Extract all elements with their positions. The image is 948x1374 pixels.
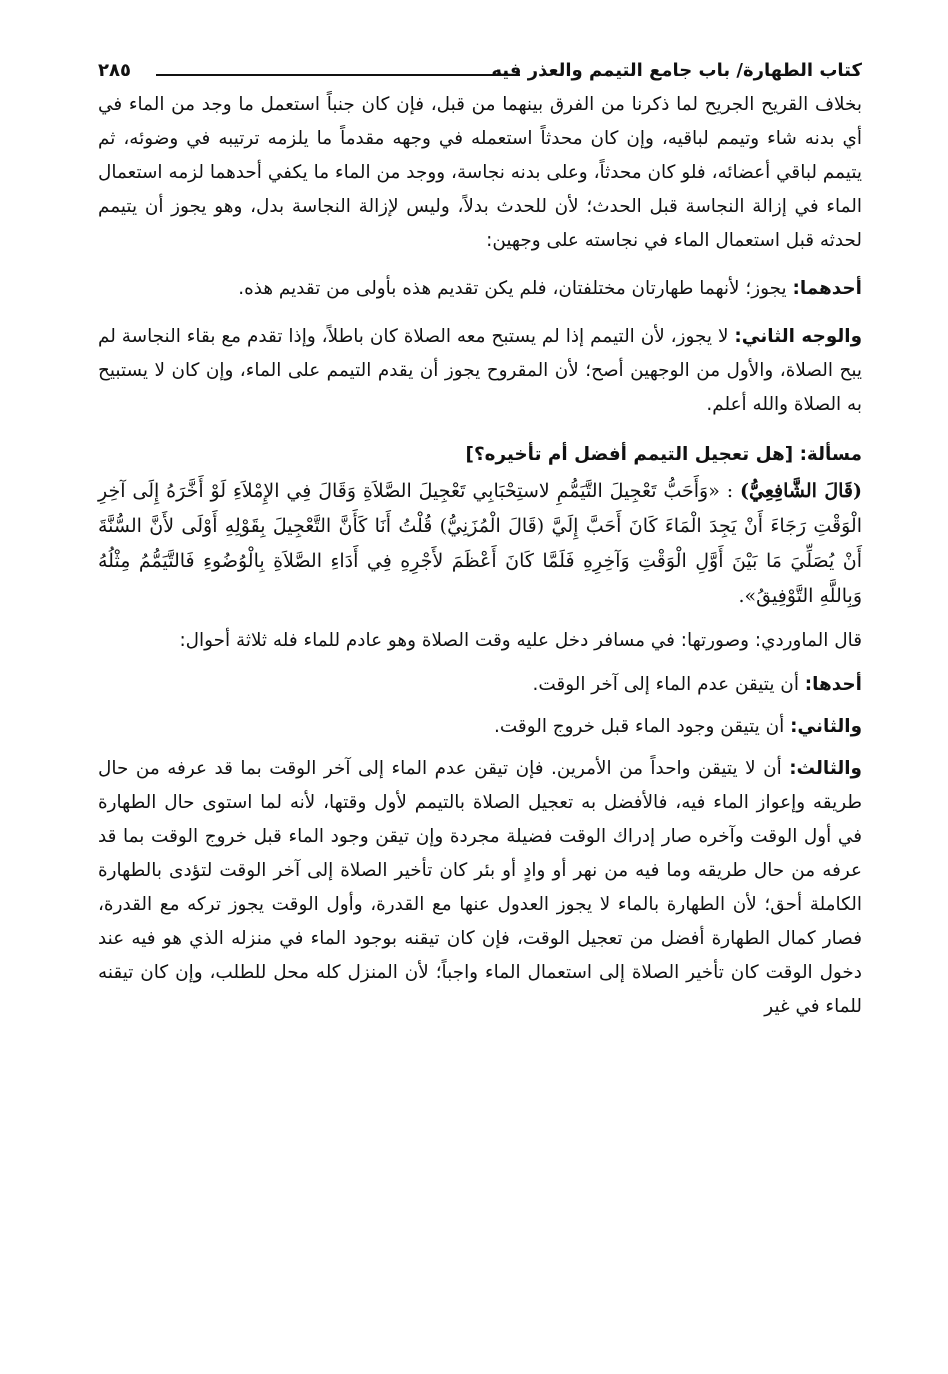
paragraph-1 — [98, 88, 862, 258]
paragraph-3 — [98, 320, 862, 422]
paragraph-2 — [98, 272, 862, 306]
case-third-text: أن لا يتيقن واحداً من الأمرين. فإن تيقن عدم الماء إلى آخر الوقت بما قد عرفه من حال طريقه وإعواز الماء فيه، فالأفضل به تعجيل الصلاة بالتيمم لأول وقتها، لأنه لما استوى حال الطهارة في أول الوقت وآخره صار إدراك الوقت فضيلة مجردة وإن تيقن وجود الماء قبل خروج الوقت بما قد عرفه من حال طريقه وما فيه من نهر أو وادٍ أو بئر كان تأخير الصلاة إلى آخر الوقت لتؤدى بالطهارة الكاملة أحق؛ لأن الطهارة بالماء لا يجوز العدول عنها مع القدرة، وأول الوقت يجوز تركه مع القدرة، فصار كمال الطهارة أفضل من تعجيل الوقت، فإن كان تيقنه بوجود الماء في منزله الذي هو فيه عند دخول الوقت كان تأخير الصلاة إلى استعمال الماء واجباً؛ لأن المنزل كله محل للطلب، وإن كان تيقنه للماء في غير — [98, 758, 862, 1017]
case-third — [98, 752, 862, 1024]
book-page — [98, 52, 862, 1024]
quote-text: : «وَأَحَبُّ تَعْجِيلَ التَّيَمُّمِ لاستِحْبَابِي تَعْجِيلَ الصَّلاَةِ وَقَالَ فِي الإِمْلاَءِ لَوْ أَخَّرَهُ إِلَى آخِرِ الْوَقْتِ رَجَاءَ أَنْ يَجِدَ الْمَاءَ كَانَ أَحَبَّ إِلَيَّ (قَالَ الْمُزَنِيُّ) قُلْتُ أَنَا كَأَنَّ التَّعْجِيلَ بِقَوْلِهِ أَوْلَى لأَنَّ السُّنَّةَ أَنْ يُصَلِّيَ مَا بَيْنَ أَوَّلِ الْوَقْتِ وَآخِرِهِ فَلَمَّا كَانَ أَعْظَمَ لأَجْرِهِ فِي أَدَاءِ الصَّلاَةِ بِالْوُضُوءِ فَالتَّيَمُّمُ مِثْلُهُ وَبِاللَّهِ التَّوْفِيقُ». — [98, 480, 862, 607]
case-second — [98, 710, 862, 744]
quote-lead: (قَالَ الشَّافِعِيُّ) — [740, 480, 862, 502]
case-second-text: أن يتيقن وجود الماء قبل خروج الوقت. — [494, 716, 785, 737]
paragraph-1-text: بخلاف القريح الجريح لما ذكرنا من الفرق بينهما من قبل، فإن كان جنباً استعمل ما وجد من الماء في أي بدنه شاء وتيمم لباقيه، وإن كان محدثاً استعمله في وجهه مقدماً ما يلزمه ترتيبه في وضوئه، ثم يتيمم لباقي أعضائه، فلو كان محدثاً، وعلى بدنه نجاسة، ووجد من الماء ما يكفي أحدهما لزمه استعمال الماء في إزالة النجاسة قبل الحدث؛ لأن للحدث بدلاً، وليس لإزالة النجاسة بدل، وهو يجوز أن يتيمم لحدثه قبل استعمال الماء في نجاسته على وجهين: — [98, 94, 862, 251]
page-body — [98, 88, 862, 1024]
paragraph-2-lead: أحدهما: — [792, 278, 862, 299]
case-first-text: أن يتيقن عدم الماء إلى آخر الوقت. — [532, 674, 799, 695]
case-third-lead: والثالث: — [789, 758, 862, 779]
running-header — [98, 52, 862, 88]
header-rule — [156, 74, 520, 76]
case-first — [98, 668, 862, 702]
paragraph-3-lead: والوجه الثاني: — [734, 326, 863, 347]
paragraph-mawardi — [98, 624, 862, 658]
header-title: كتاب الطهارة/ باب جامع التيمم والعذر فيه — [491, 60, 862, 81]
paragraph-3-text: لا يجوز، لأن التيمم إذا لم يستبح معه الصلاة كان باطلاً، وإذا تقدم مع بقاء النجاسة لم يبح الصلاة، والأول من الوجهين أصح؛ لأن المقروح يجوز أن يقدم التيمم على الماء، وإن كان لا يستبيح به الصلاة والله أعلم. — [98, 326, 862, 415]
paragraph-mawardi-text: قال الماوردي: وصورتها: في مسافر دخل عليه وقت الصلاة وهو عادم للماء فله ثلاثة أحوال: — [179, 630, 862, 651]
case-second-lead: والثاني: — [790, 716, 862, 737]
paragraph-2-text: يجوز؛ لأنهما طهارتان مختلفتان، فلم يكن تقديم هذه بأولى من تقديم هذه. — [238, 278, 787, 299]
shafii-quote — [98, 474, 862, 614]
section-heading: مسألة: [هل تعجيل التيمم أفضل أم تأخيره؟] — [465, 444, 862, 465]
case-first-lead: أحدها: — [804, 674, 862, 695]
page-number: ٢٨٥ — [98, 60, 131, 81]
